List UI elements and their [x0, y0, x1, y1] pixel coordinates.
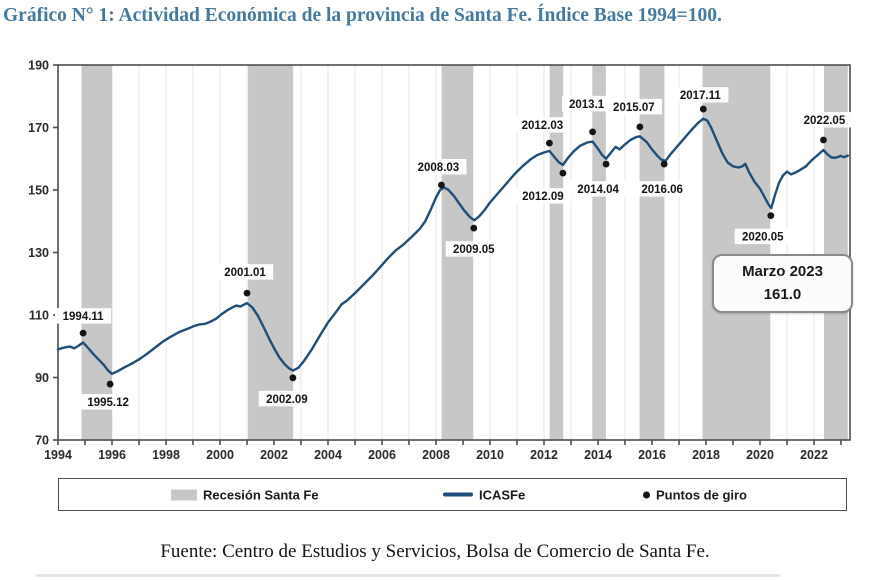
- y-tick-label: 70: [35, 433, 49, 448]
- line-swatch-icon: [443, 493, 473, 496]
- turning-point-label: 2014.04: [577, 184, 619, 197]
- turning-point-label: 2001.01: [224, 267, 266, 280]
- chart-legend: [58, 478, 847, 511]
- turning-point-dot: [107, 381, 114, 388]
- y-tick-label: 190: [28, 58, 49, 73]
- bottom-divider: [36, 574, 780, 577]
- turning-point-dot: [767, 212, 774, 219]
- y-tick-label: 150: [28, 183, 49, 198]
- recession-band: [702, 65, 770, 440]
- x-tick-label: 2010: [476, 448, 504, 462]
- x-tick-label: 2000: [206, 448, 234, 462]
- x-tick-label: 2008: [422, 448, 450, 462]
- turning-point-label: 2016.06: [641, 184, 683, 197]
- turning-point-dot: [546, 140, 553, 147]
- x-tick-label: 2018: [692, 448, 720, 462]
- turning-point-dot: [820, 137, 827, 144]
- turning-point-dot: [700, 106, 707, 113]
- legend-recession-label: Recesión Santa Fe: [203, 487, 319, 502]
- turning-point-label: 2012.03: [521, 120, 564, 133]
- page-title: Gráfico N° 1: Actividad Económica de la provincia de Santa Fe. Índice Base 1994=100.: [3, 5, 722, 26]
- x-tick-label: 2016: [638, 448, 666, 462]
- x-tick-label: 2022: [800, 448, 828, 462]
- latest-value-month: Marzo 2023: [742, 263, 823, 280]
- legend-icasfe-label: ICASFe: [479, 487, 526, 502]
- source-caption: Fuente: Centro de Estudios y Servicios, Bolsa de Comercio de Santa Fe.: [160, 541, 710, 562]
- turning-point-label: 2013.1: [569, 98, 605, 111]
- legend-item-recession: [171, 487, 319, 502]
- turning-point-label: 2012.09: [522, 191, 564, 204]
- x-tick-label: 2012: [530, 448, 558, 462]
- x-tick-label: 2006: [368, 448, 396, 462]
- turning-point-dot: [636, 123, 643, 130]
- turning-point-dot: [80, 330, 87, 337]
- turning-point-dot: [560, 170, 567, 177]
- turning-point-dot: [589, 128, 596, 135]
- x-tick-label: 1994: [44, 448, 72, 462]
- recession-band: [592, 65, 606, 440]
- turning-point-dot: [290, 374, 297, 381]
- recession-swatch-icon: [171, 489, 197, 500]
- x-tick-label: 2014: [584, 448, 612, 462]
- dot-swatch-icon: [643, 491, 650, 498]
- latest-value-number: 161.0: [763, 285, 802, 303]
- turning-point-label: 2020.05: [742, 231, 784, 244]
- turning-point-dot: [438, 182, 445, 189]
- x-tick-label: 1996: [98, 448, 126, 462]
- turning-point-label: 2017.11: [679, 90, 721, 103]
- x-tick-label: 2002: [260, 448, 288, 462]
- legend-item-icasfe: [443, 487, 525, 502]
- recession-band: [248, 65, 293, 440]
- turning-point-label: 2015.07: [613, 101, 655, 114]
- turning-point-label: 2009.05: [453, 244, 495, 257]
- turning-point-dot: [603, 161, 610, 168]
- x-tick-label: 1998: [152, 448, 180, 462]
- turning-point-dot: [661, 161, 668, 168]
- turning-point-dot: [244, 290, 251, 297]
- y-tick-label: 130: [28, 246, 49, 260]
- turning-point-label: 2022.05: [803, 115, 846, 127]
- x-tick-label: 2004: [314, 448, 342, 462]
- turning-point-dot: [470, 225, 477, 232]
- y-tick-label: 110: [28, 308, 49, 323]
- y-tick-label: 170: [28, 121, 49, 135]
- recession-band: [640, 65, 665, 440]
- turning-point-label: 2008.03: [417, 162, 460, 174]
- legend-points-label: Puntos de giro: [656, 487, 747, 502]
- turning-point-label: 2002.09: [266, 393, 308, 406]
- turning-point-label: 1994.11: [62, 311, 104, 324]
- x-tick-label: 2020: [746, 448, 774, 462]
- y-tick-label: 90: [35, 371, 49, 385]
- turning-point-label: 1995.12: [87, 397, 129, 410]
- legend-item-turning-points: [643, 487, 747, 502]
- latest-value-callout: [712, 254, 853, 313]
